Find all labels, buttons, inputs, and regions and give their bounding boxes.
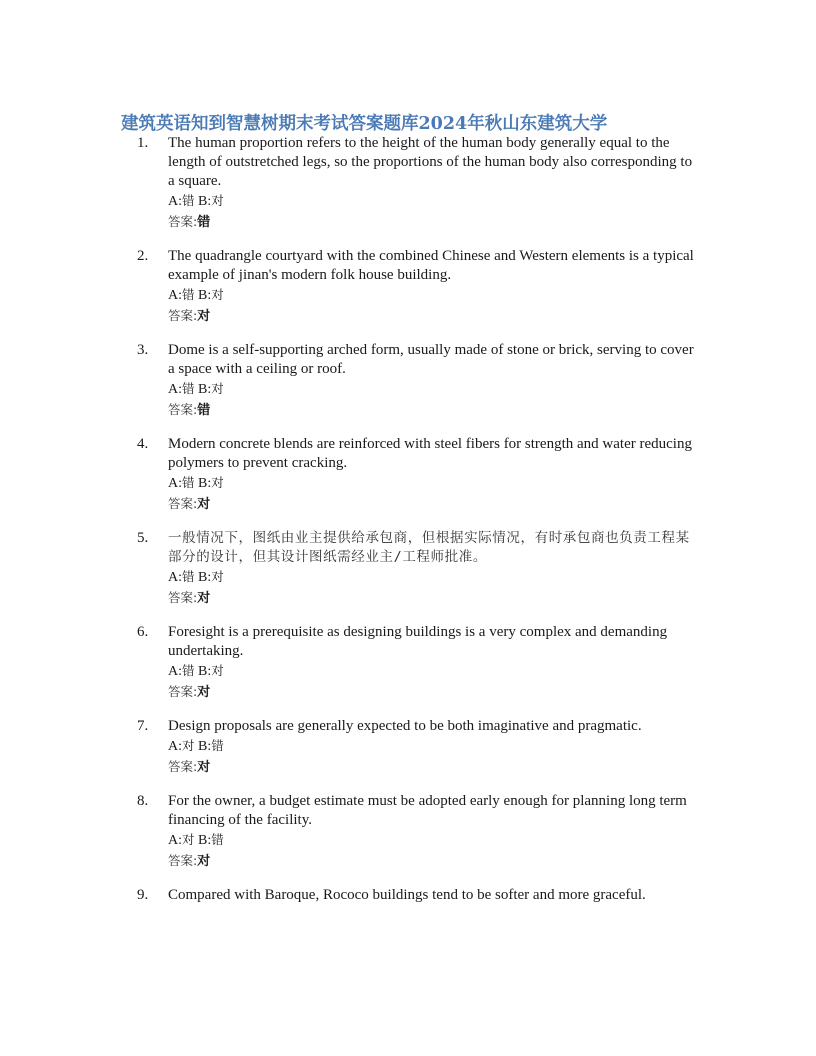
question-item xyxy=(0,134,816,233)
option-a-value: 错 xyxy=(182,193,195,208)
question-options xyxy=(168,736,696,757)
answer-label: 答案: xyxy=(168,308,198,323)
question-options xyxy=(168,191,696,212)
answer-label: 答案: xyxy=(168,214,198,229)
question-text: For the owner, a budget estimate must be adopted early enough for planning long term financing of the facility. xyxy=(168,793,687,828)
option-a-label: A: xyxy=(168,476,182,491)
answer-value: 对 xyxy=(197,854,211,869)
option-a-value: 错 xyxy=(182,381,195,396)
option-a-label: A: xyxy=(168,664,182,679)
question-item xyxy=(0,247,816,327)
option-b-value: 对 xyxy=(211,663,224,678)
question-options xyxy=(168,830,696,851)
question-text: The human proportion refers to the height of the human body generally equal to the length of outstretched legs, so the proportions of the human body also corresponding to a square. xyxy=(168,135,693,189)
question-text: Foresight is a prerequisite as designing buildings is a very complex and demanding undertaking. xyxy=(168,624,668,659)
question-item xyxy=(0,623,816,703)
answer-value: 错 xyxy=(197,215,211,230)
option-a-label: A: xyxy=(168,194,182,209)
question-answer xyxy=(168,400,696,421)
answer-label: 答案: xyxy=(168,759,198,774)
question-item xyxy=(0,435,816,515)
answer-value: 对 xyxy=(197,760,211,775)
option-b-value: 错 xyxy=(211,738,224,753)
question-number: 4. xyxy=(137,436,149,452)
option-b-label: B: xyxy=(198,194,212,209)
question-answer xyxy=(168,588,696,609)
question-options xyxy=(168,473,696,494)
question-item xyxy=(0,529,816,609)
question-answer xyxy=(168,682,696,703)
option-a-value: 对 xyxy=(182,832,195,847)
question-item xyxy=(0,886,816,905)
option-b-label: B: xyxy=(198,288,212,303)
question-item xyxy=(0,717,816,778)
question-item xyxy=(0,341,816,421)
question-text: Dome is a self-supporting arched form, usually made of stone or brick, serving to cover a space with a ceiling or roof. xyxy=(168,342,694,377)
question-number: 2. xyxy=(137,248,149,264)
question-options xyxy=(168,379,696,400)
option-b-label: B: xyxy=(198,476,212,491)
option-b-label: B: xyxy=(198,570,212,585)
answer-value: 对 xyxy=(197,309,211,324)
answer-label: 答案: xyxy=(168,590,198,605)
question-number: 1. xyxy=(137,135,149,151)
option-b-label: B: xyxy=(198,739,212,754)
answer-label: 答案: xyxy=(168,496,198,511)
answer-value: 对 xyxy=(197,685,211,700)
question-answer xyxy=(168,212,696,233)
question-answer xyxy=(168,757,696,778)
option-b-label: B: xyxy=(198,382,212,397)
question-number: 7. xyxy=(137,718,149,734)
option-a-label: A: xyxy=(168,382,182,397)
question-text: Modern concrete blends are reinforced with steel fibers for strength and water reducing polymers to prevent cracking. xyxy=(168,436,692,471)
question-answer xyxy=(168,494,696,515)
question-text: The quadrangle courtyard with the combined Chinese and Western elements is a typical example of jinan's modern folk house building. xyxy=(168,248,694,283)
answer-value: 对 xyxy=(197,591,211,606)
question-number: 9. xyxy=(137,887,149,903)
question-number: 8. xyxy=(137,793,149,809)
option-a-value: 错 xyxy=(182,569,195,584)
question-answer xyxy=(168,306,696,327)
option-b-value: 对 xyxy=(211,381,224,396)
answer-label: 答案: xyxy=(168,853,198,868)
answer-value: 对 xyxy=(197,497,211,512)
answer-value: 错 xyxy=(197,403,211,418)
option-a-label: A: xyxy=(168,739,182,754)
option-a-label: A: xyxy=(168,833,182,848)
question-number: 5. xyxy=(137,530,149,546)
question-number: 6. xyxy=(137,624,149,640)
question-text: Compared with Baroque, Rococo buildings tend to be softer and more graceful. xyxy=(168,887,646,903)
option-b-value: 对 xyxy=(211,193,224,208)
answer-label: 答案: xyxy=(168,402,198,417)
question-number: 3. xyxy=(137,342,149,358)
question-options xyxy=(168,567,696,588)
option-a-value: 错 xyxy=(182,475,195,490)
option-b-label: B: xyxy=(198,833,212,848)
option-a-value: 对 xyxy=(182,738,195,753)
option-b-value: 对 xyxy=(211,569,224,584)
option-a-label: A: xyxy=(168,288,182,303)
question-options xyxy=(168,285,696,306)
option-b-value: 错 xyxy=(211,832,224,847)
option-b-value: 对 xyxy=(211,475,224,490)
option-b-value: 对 xyxy=(211,287,224,302)
page-title: 建筑英语知到智慧树期末考试答案题库2024年秋山东建筑大学 xyxy=(121,114,608,134)
option-a-value: 错 xyxy=(182,663,195,678)
question-options xyxy=(168,661,696,682)
option-a-label: A: xyxy=(168,570,182,585)
option-a-value: 错 xyxy=(182,287,195,302)
question-item xyxy=(0,792,816,872)
question-list xyxy=(0,134,816,919)
option-b-label: B: xyxy=(198,664,212,679)
question-text: Design proposals are generally expected to be both imaginative and pragmatic. xyxy=(168,718,642,734)
answer-label: 答案: xyxy=(168,684,198,699)
question-answer xyxy=(168,851,696,872)
question-text: 一般情况下，图纸由业主提供给承包商，但根据实际情况，有时承包商也负责工程某部分的设计，但其设计图纸需经业主/工程师批准。 xyxy=(168,530,690,565)
